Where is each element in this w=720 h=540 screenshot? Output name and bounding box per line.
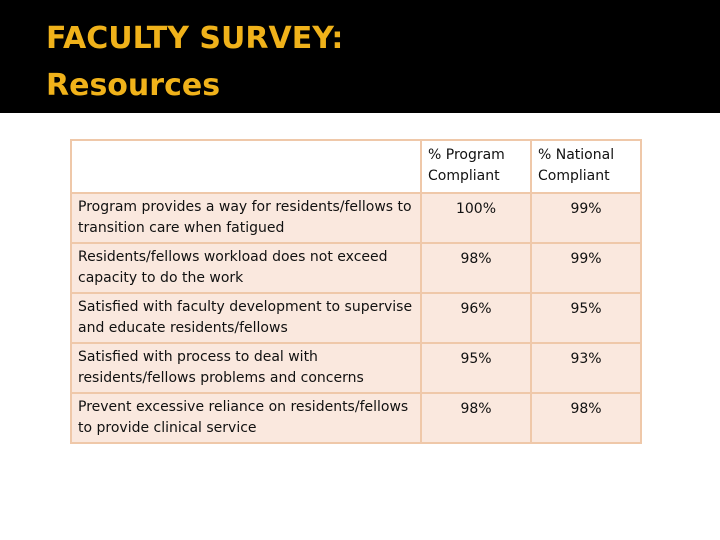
- row-program-value: 98%: [421, 243, 531, 293]
- survey-table: [70, 139, 642, 444]
- row-program-value: 95%: [421, 343, 531, 393]
- table-header-row: [71, 140, 641, 193]
- header-national-compliant: [531, 140, 641, 193]
- row-item-label: Satisfied with process to deal with residents/fellows problems and concerns: [71, 343, 421, 393]
- table-row: [71, 293, 641, 343]
- table-row: [71, 393, 641, 443]
- row-program-value: 98%: [421, 393, 531, 443]
- row-program-value: 100%: [421, 193, 531, 243]
- table-row: [71, 243, 641, 293]
- slide-subtitle: Resources: [46, 68, 221, 103]
- row-item-label: Satisfied with faculty development to supervise and educate residents/fellows: [71, 293, 421, 343]
- row-national-value: 93%: [531, 343, 641, 393]
- row-national-value: 99%: [531, 243, 641, 293]
- row-item-label: Prevent excessive reliance on residents/fellows to provide clinical service: [71, 393, 421, 443]
- row-item-label: Program provides a way for residents/fellows to transition care when fatigued: [71, 193, 421, 243]
- table-row: [71, 193, 641, 243]
- table-row: [71, 343, 641, 393]
- header-blank-cell: [71, 140, 421, 193]
- header-national-line2: Compliant: [538, 168, 610, 184]
- header-program-compliant: [421, 140, 531, 193]
- row-program-value: 96%: [421, 293, 531, 343]
- row-national-value: 99%: [531, 193, 641, 243]
- header-program-line1: % Program: [428, 147, 505, 163]
- slide-title: FACULTY SURVEY:: [46, 21, 344, 56]
- row-national-value: 95%: [531, 293, 641, 343]
- row-item-label: Residents/fellows workload does not exceed capacity to do the work: [71, 243, 421, 293]
- header-national-line1: % National: [538, 147, 615, 163]
- header-program-line2: Compliant: [428, 168, 500, 184]
- title-bar: [0, 0, 720, 113]
- row-national-value: 98%: [531, 393, 641, 443]
